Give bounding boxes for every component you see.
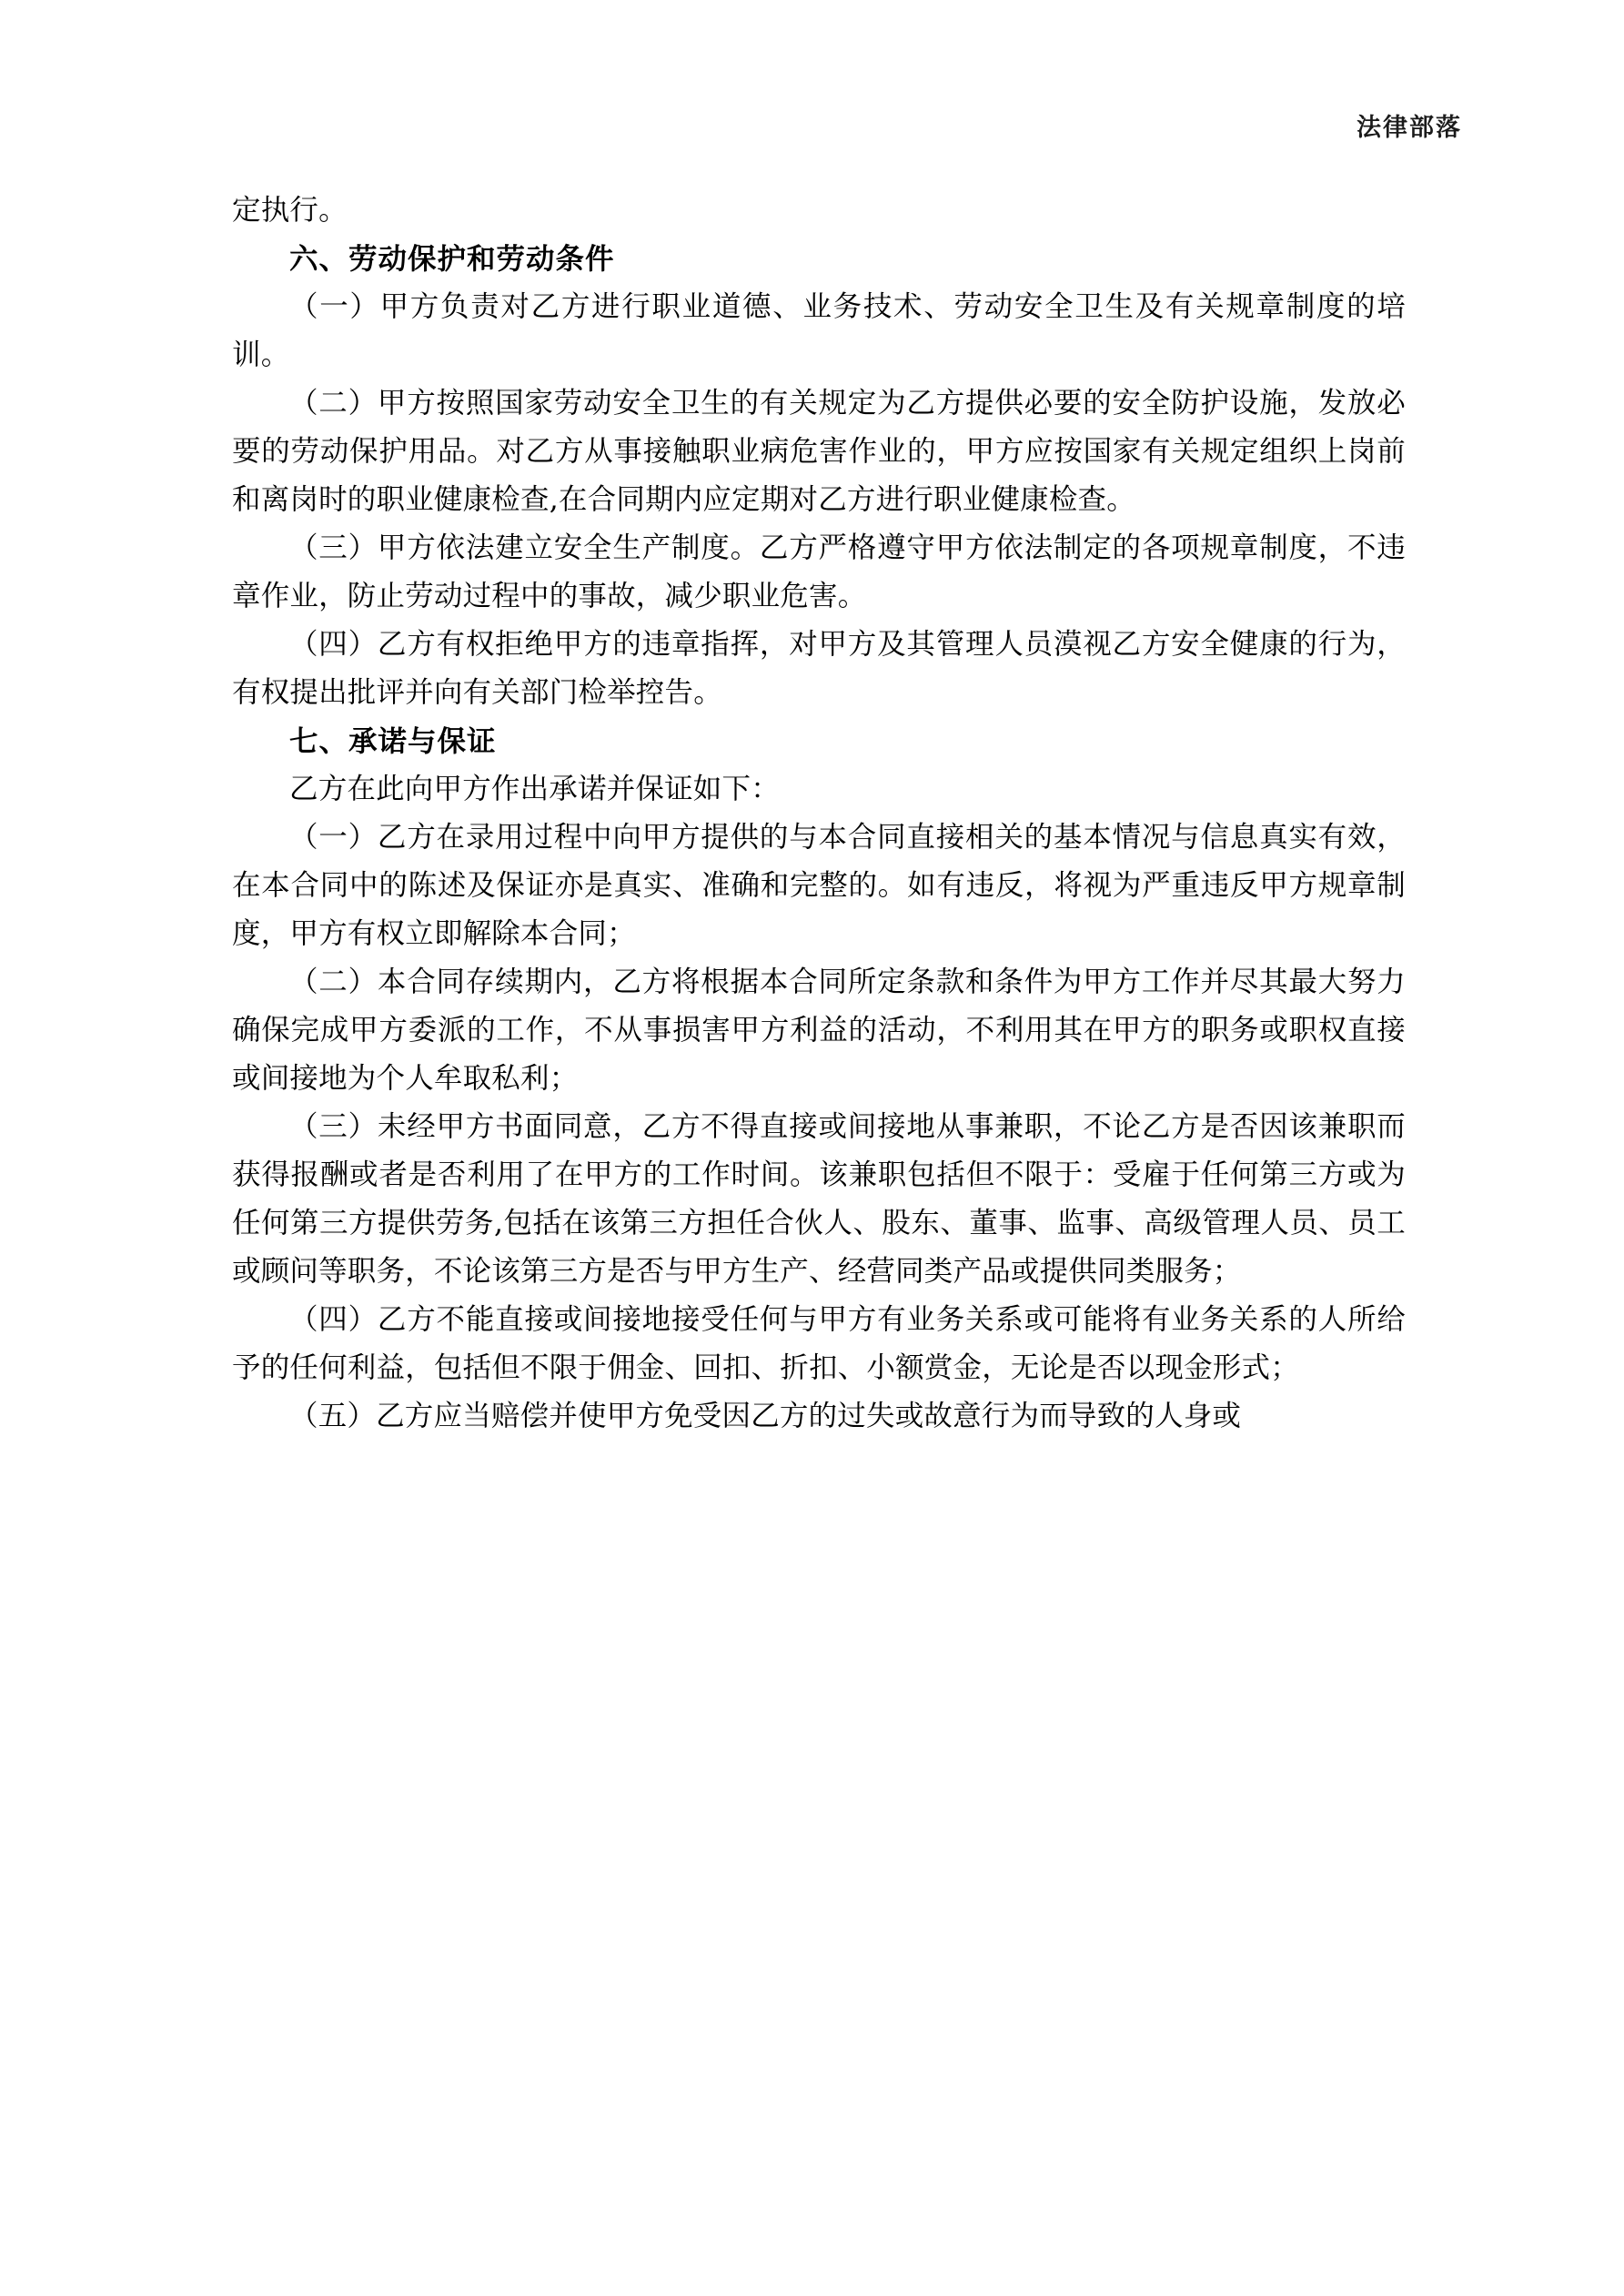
- section-heading-six: 六、劳动保护和劳动条件: [289, 242, 615, 276]
- paragraph-7-1: （一）乙方在录用过程中向甲方提供的与本合同直接相关的基本情况与信息真实有效，在本合同中的陈述及保证亦是真实、准确和完整的。如有违反，将视为严重违反甲方规章制度，甲方有权立即解除本合同；: [232, 821, 1406, 950]
- paragraph-6-4: （四）乙方有权拒绝甲方的违章指挥，对甲方及其管理人员漠视乙方安全健康的行为，有权提出批评并向有关部门检举控告。: [232, 628, 1406, 709]
- paragraph-continuation: 定执行。: [232, 194, 348, 227]
- paragraph-6-3: （三）甲方依法建立安全生产制度。乙方严格遵守甲方依法制定的各项规章制度，不违章作业，防止劳动过程中的事故，减少职业危害。: [232, 531, 1406, 612]
- paragraph-6-1: （一）甲方负责对乙方进行职业道德、业务技术、劳动安全卫生及有关规章制度的培训。: [232, 290, 1406, 371]
- page-header-watermark: 法律部落: [1357, 114, 1462, 142]
- paragraph-7-3: （三）未经甲方书面同意，乙方不得直接或间接地从事兼职，不论乙方是否因该兼职而获得报酬或者是否利用了在甲方的工作时间。该兼职包括但不限于：受雇于任何第三方或为任何第三方提供劳务,包括在该第三方担任合伙人、股东、董事、监事、高级管理人员、员工或顾问等职务，不论该第三方是否与甲方生产、经营同类产品或提供同类服务；: [232, 1110, 1406, 1288]
- paragraph-7-2: （二）本合同存续期内，乙方将根据本合同所定条款和条件为甲方工作并尽其最大努力确保完成甲方委派的工作，不从事损害甲方利益的活动，不利用其在甲方的职务或职权直接或间接地为个人牟取私利；: [232, 966, 1406, 1095]
- paragraph-6-2: （二）甲方按照国家劳动安全卫生的有关规定为乙方提供必要的安全防护设施，发放必要的劳动保护用品。对乙方从事接触职业病危害作业的，甲方应按国家有关规定组织上岗前和离岗时的职业健康检查,在合同期内应定期对乙方进行职业健康检查。: [232, 387, 1406, 516]
- paragraph-7-5: （五）乙方应当赔偿并使甲方免受因乙方的过失或故意行为而导致的人身或: [289, 1400, 1242, 1432]
- section-heading-seven: 七、承诺与保证: [289, 724, 497, 758]
- paragraph-7-4: （四）乙方不能直接或间接地接受任何与甲方有业务关系或可能将有业务关系的人所给予的任何利益，包括但不限于佣金、回扣、折扣、小额赏金，无论是否以现金形式；: [232, 1303, 1406, 1384]
- document-body: [232, 187, 1406, 1441]
- paragraph-7-intro: 乙方在此向甲方作出承诺并保证如下：: [289, 773, 780, 805]
